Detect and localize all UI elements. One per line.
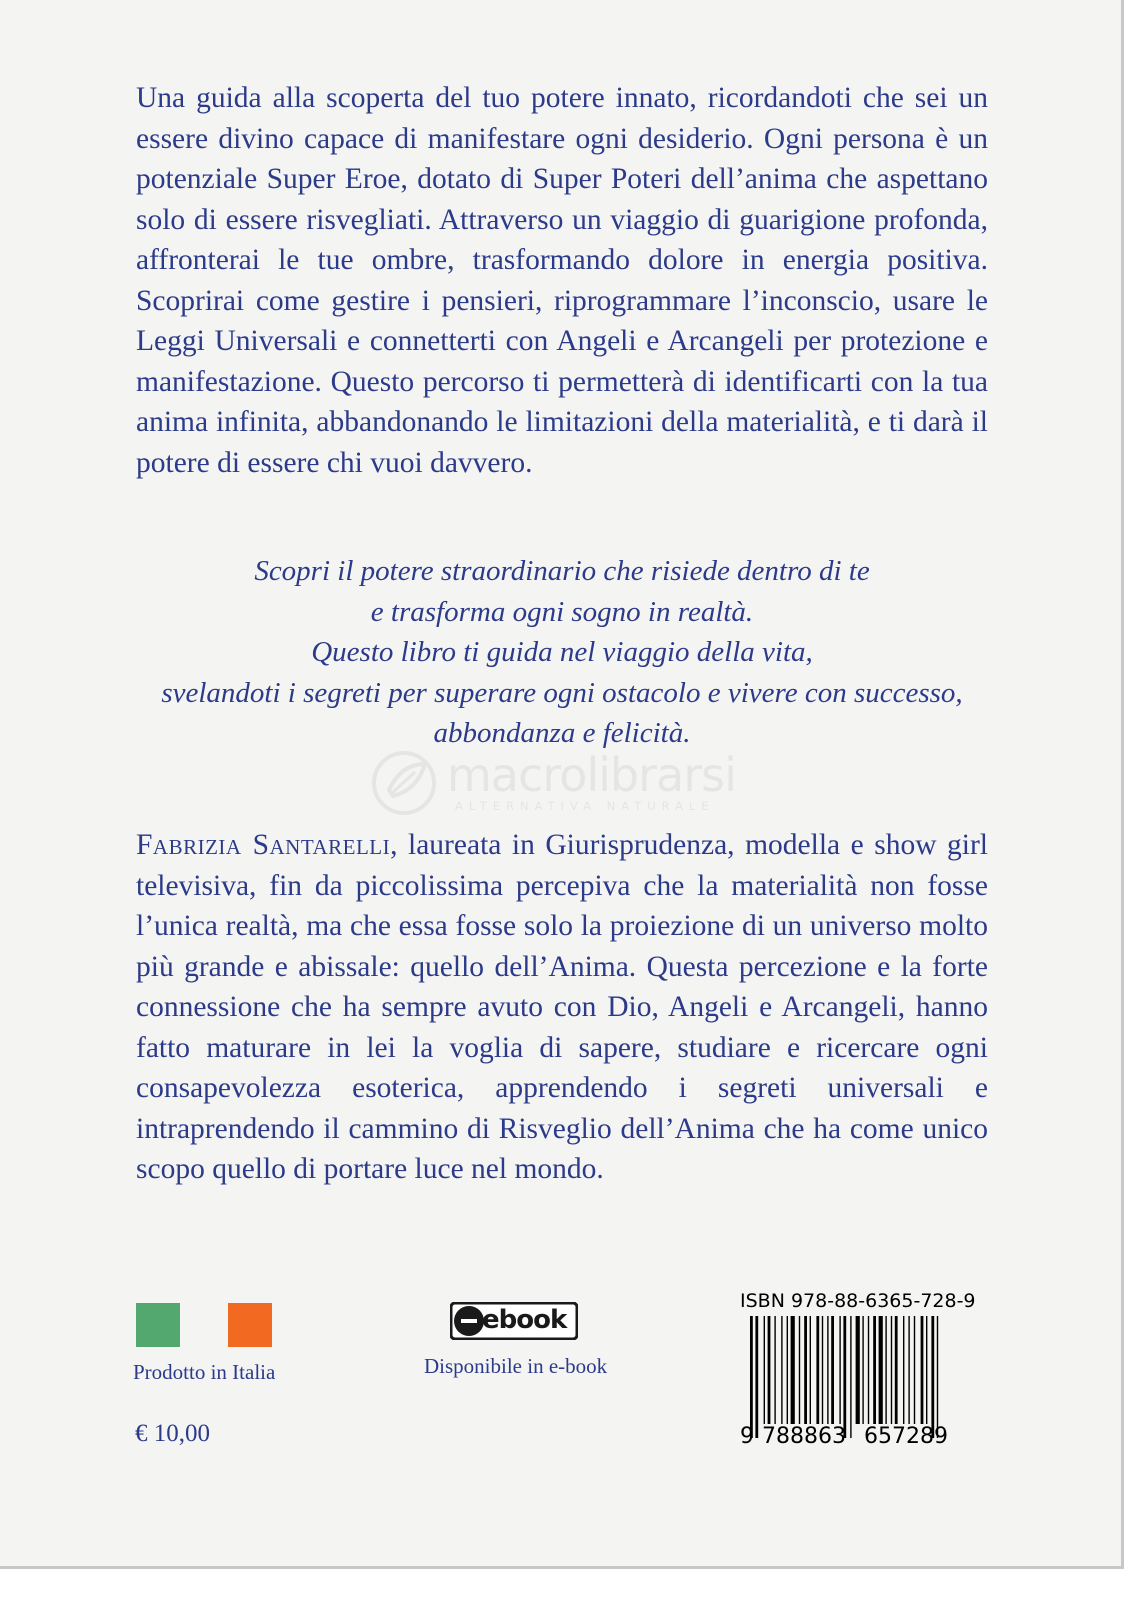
barcode-bar [931, 1316, 934, 1438]
author-bio [136, 825, 988, 1190]
barcode-bar [850, 1316, 851, 1438]
ebook-logo-text: ebook [482, 1305, 567, 1335]
watermark-tagline: ALTERNATIVA NATURALE [455, 799, 715, 813]
ebook-available-label: Disponibile in e-book [424, 1354, 608, 1378]
barcode-right-digits: 657289 [864, 1424, 948, 1449]
barcode-bar [781, 1316, 782, 1424]
barcode-bar [804, 1316, 807, 1424]
flag-orange-square [228, 1303, 272, 1347]
barcode-bar [873, 1316, 876, 1424]
barcode-bar [885, 1316, 886, 1424]
barcode-bar [868, 1316, 869, 1424]
barcode-bar [755, 1316, 758, 1438]
watermark-name: macrolibrarsi [447, 748, 736, 802]
barcode-bar [937, 1316, 938, 1438]
barcode-first-digit: 9 [740, 1424, 754, 1449]
barcode-bar [810, 1316, 811, 1424]
quote-line: e trasforma ogni sogno in realtà. [370, 595, 754, 628]
flag-green-square [136, 1303, 180, 1347]
price-label: € 10,00 [135, 1420, 210, 1447]
barcode-bar [816, 1316, 819, 1424]
isbn-label: ISBN 978-88-6365-728-9 [740, 1290, 976, 1312]
barcode-bar [914, 1316, 915, 1424]
barcode-bar [908, 1316, 909, 1424]
barcode-bar [895, 1316, 898, 1424]
quote-line: Scopri il potere straordinario che risiede dentro di te [254, 555, 870, 587]
barcode-bar [787, 1316, 788, 1424]
quote-line: abbondanza e felicità. [433, 717, 691, 749]
quote-line: svelandoti i segreti per superare ogni ostacolo e vivere con successo, [161, 676, 963, 709]
barcode-bar [750, 1316, 753, 1438]
barcode-bar [921, 1316, 924, 1424]
author-name: Fabrizia Santarelli [136, 829, 391, 861]
barcode-bar [768, 1316, 771, 1424]
barcode-bar [799, 1316, 800, 1424]
barcode-bar [827, 1316, 828, 1424]
author-bio-text: , laureata in Giurisprudenza, modella e show girl televisiva, fin da piccolissima percepiva che la materialità non fosse l’unica realtà, ma che essa fosse solo la proiezione di un universo molto più grande e abissale: quello dell’Anima. Questa percezione e la forte connessione che ha sempre avuto con Dio, Angeli e Arcangeli, hanno fatto maturare in lei la voglia di sapere, studiare e ricercare ogni consapevolezza esoterica, apprendendo i segreti universali e intraprendendo il cammino di Risveglio dell’Anima che ha come unico scopo quello di portare luce nel mondo. [136, 829, 988, 1185]
cover-quote [150, 551, 974, 754]
barcode-bar [822, 1316, 823, 1424]
isbn-barcode [740, 1290, 980, 1450]
barcode-bar [903, 1316, 904, 1424]
barcode-bar [791, 1316, 795, 1424]
macrolibrarsi-watermark [365, 748, 765, 818]
barcode-bar [774, 1316, 775, 1424]
barcode-bar [839, 1316, 840, 1424]
quote-line: Questo libro ti guida nel viaggio della vita, [311, 636, 813, 668]
barcode-bar [843, 1316, 846, 1438]
barcode-bar [926, 1316, 927, 1424]
barcode-bar [862, 1316, 863, 1424]
ebook-logo [450, 1302, 578, 1340]
barcode-left-digits: 788863 [762, 1424, 846, 1449]
barcode-bar [856, 1316, 860, 1424]
barcode-bars [750, 1316, 980, 1438]
barcode-bar [764, 1316, 765, 1424]
leaf-logo-icon [371, 750, 437, 816]
barcode-bar [831, 1316, 834, 1424]
book-description: Una guida alla scoperta del tuo potere innato, ricordandoti che sei un essere divino capace di manifestare ogni desiderio. Ogni persona è un potenziale Super Eroe, dotato di Super Poteri dell’anima che aspettano solo di essere risvegliati. Attraverso un viaggio di guarigione profonda, affronterai le tue ombre, trasformando dolore in energia positiva. Scoprirai come gestire i pensieri, riprogrammare l’inconscio, usare le Leggi Universali e connetterti con Angeli e Arcangeli per protezione e manifestazione. Questo percorso ti permetterà di identificarti con la tua anima infinita, abbandonando le limitazioni della materialità, e ti darà il potere di essere chi vuoi davvero. [136, 82, 988, 479]
barcode-bar [891, 1316, 892, 1424]
made-in-italy-label: Prodotto in Italia [133, 1360, 276, 1384]
barcode-bar [879, 1316, 883, 1424]
